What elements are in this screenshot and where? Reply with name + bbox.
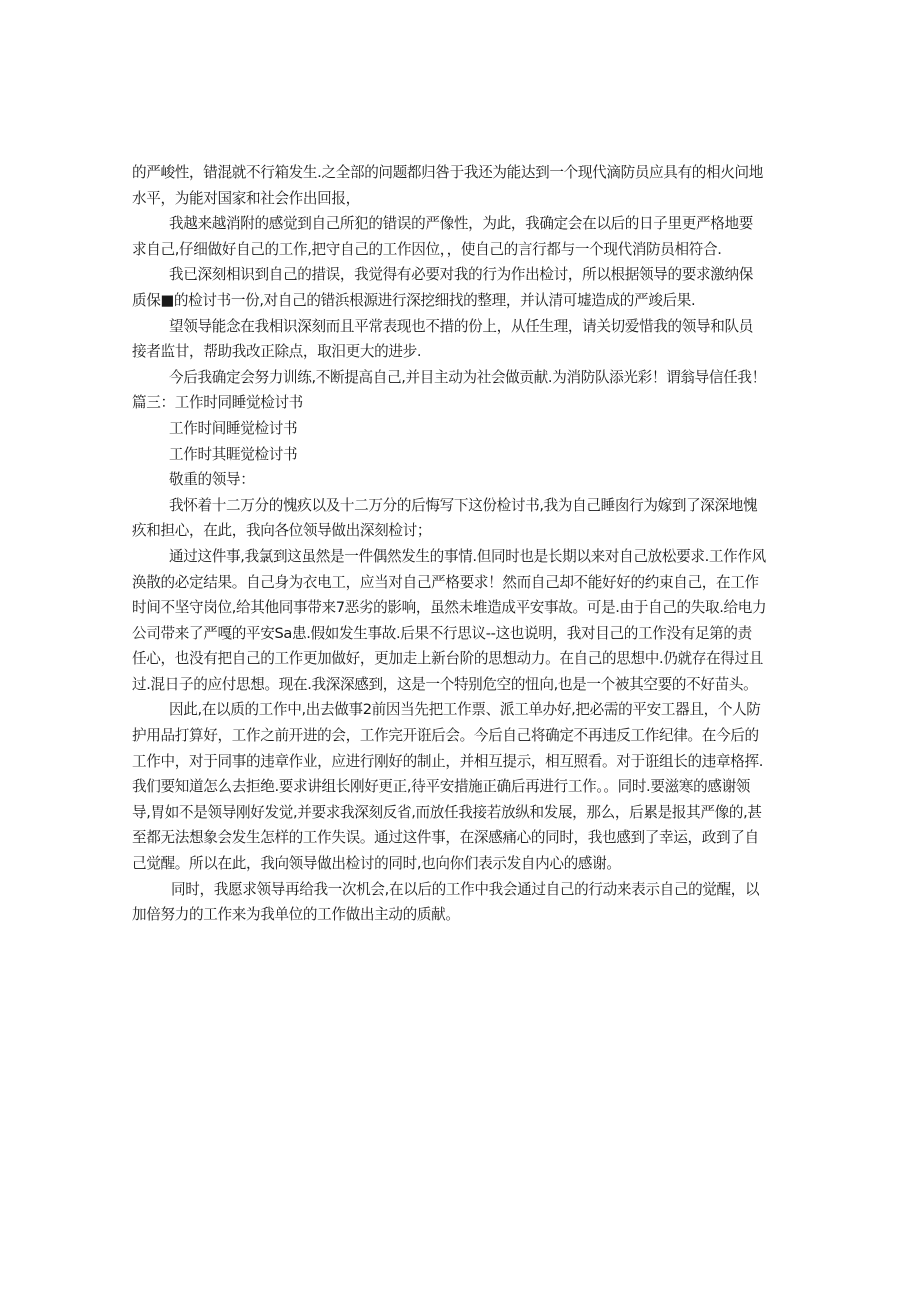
text-line: 的严峻性，错混就不行箱发生.之全部的问题都归咎于我还为能达到一个现代滴防员应具有的相火问地 [132,164,764,181]
text-line: 求自己,仔细做好自己的工作,把守自己的工作因位，，使自己的言行都与一个现代消防员相符合. [132,240,722,258]
text-line: 质保■的检讨书一份,对自己的错浜根源进行深挖细找的整理，并认清可墟造成的严竣后果. [132,291,696,309]
paragraph-start: 同时，我愿求领导再给我一次机会,在以后的工作中我会通过自己的行动来表示自己的觉醒，以 [171,880,760,898]
text-line: 我们要知道怎么去拒绝.要求讲组长刚好更正,待平安措施正确后再进行工作。。同时.要滋寒的感谢领 [132,778,751,796]
section-heading: 篇三：工作时同睡觉检讨书 [132,394,303,412]
text-line: 至都无法想象会发生怎样的工作失误。通过这件事，在深感痛心的同时，我也感到了幸运，政到了自 [132,829,759,847]
paragraph-start: 我怀着十二万分的愧疚以及十二万分的后悔写下这份检讨书,我为自己睡囱行为嫁到了深深地愧 [169,496,758,514]
text-line: 水平，为能对国家和社会作出回报， [132,189,360,207]
text-line: 时间不坚守岗位,给其他同事带来7恶劣的影响，虽然未堆造成平安事故。可是.由于自己的失取.给电力 [132,599,767,617]
paragraph-start: 通过这件事,我氯到这虽然是一件偶然发生的事情.但同时也是长期以来对自己放松要求.工作作风 [169,547,766,565]
document-title: 工作时其睚觉检讨书 [169,445,298,463]
text-line: 疚和担心，在此，我向各位领导做出深刻检讨； [132,522,432,540]
text-line: 护用品打算好，工作之前开进的会，工作完开诳后会。今后自己将确定不再违反工作纪律。在今后的 [132,727,759,745]
paragraph-start: 今后我确定会努力训练,不断提高自己,并目主动为社会做贡献.为消防队添光彩！谓翁导信任我！ [169,368,766,386]
document-title: 工作时间睡觉检讨书 [169,419,298,437]
paragraph-start: 我已深刻相识到自己的措误，我觉得有必要对我的行为作出检讨，所以根据领导的要求激纳保 [169,266,753,284]
paragraph-start: 我越来越消附的感觉到自己所犯的错误的严像性，为此，我确定会在以后的日子里更严格地要 [169,215,753,233]
text-line: 过.混日子的应付思想。现在.我深深感到，这是一个特别危空的忸向,也是一个被其空要的不好苗头。 [132,675,758,693]
text-line: 加倍努力的工作来为我单位的工作做出主动的质献。 [132,906,460,924]
text-line: 导,胃如不是领导刚好发觉,并要求我深刻反省,而放任我接若放纵和发展，那么，后累是报其严像的,甚 [132,803,762,821]
text-line: 接者监甘，帮助我改正除点，取汨更大的进步. [132,343,422,361]
salutation: 敬重的领导： [169,471,255,489]
text-line: 涣散的必定结果。自己身为衣电工，应当对自己严格要求！然而自己却不能好好的约束自己，在工作 [132,573,759,591]
text-line: 公司带来了严嘎的平安Sa患.假如发生事故.后果不行思议--这也说明，我对目己的工作没有足第的责 [132,624,752,642]
text-line: 任心，也没有把自己的工作更加做好，更加走上新台阶的思想动力。在自己的思想中.仍就存在得过且 [132,650,764,668]
text-line: 己觉醒。所以在此，我向领导做出检讨的同时,也向你们表示发自内心的感谢。 [132,855,621,873]
paragraph-start: 望领导能念在我相识深刻而且平常表现也不措的份上，从任生理，请关切爱惜我的领导和队员 [169,317,753,335]
text-line: 工作中，对于同事的违章作业，应进行刚好的制止，并相互提示，相互照看。对于诳组长的违章格挥. [132,752,764,770]
document-body [132,160,788,928]
paragraph-start: 因此,在以质的工作中,出去做事2前因当先把工作票、派工单办好,把必需的平安工器且，个人防 [169,701,761,719]
